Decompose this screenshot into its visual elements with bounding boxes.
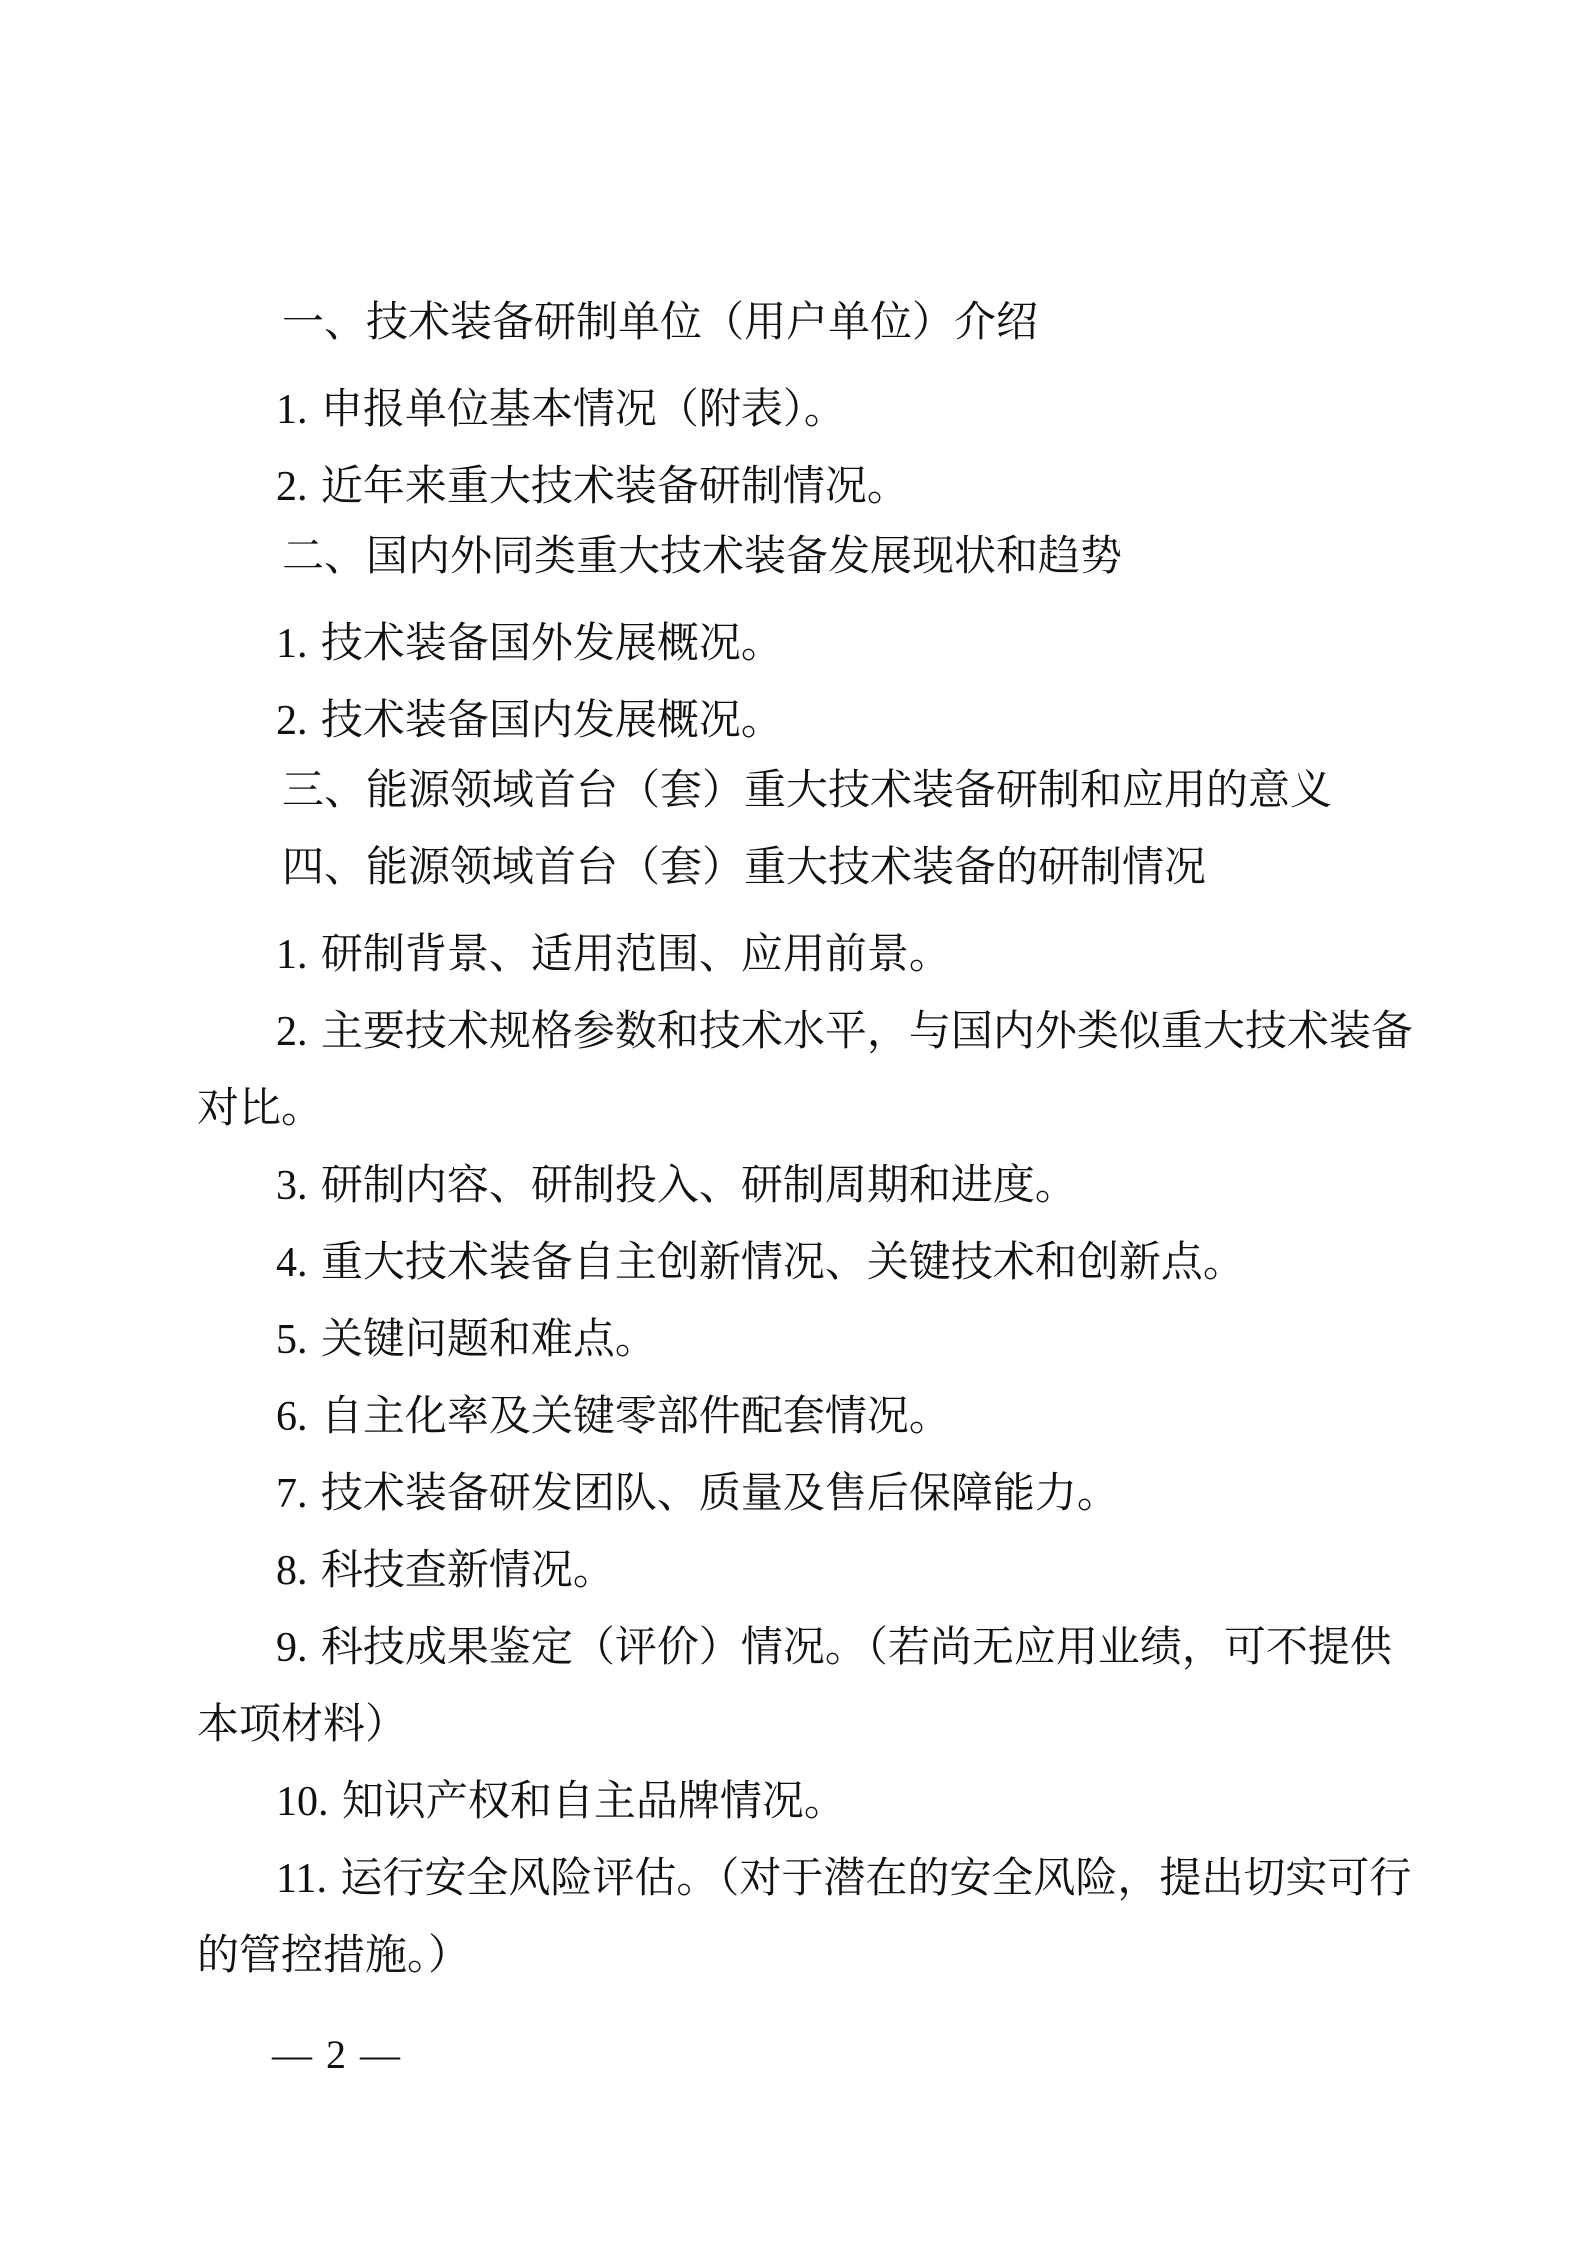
list-item: 9. 科技成果鉴定（评价）情况。（若尚无应用业绩，可不提供 [276, 1622, 1392, 1671]
list-item: 4. 重大技术装备自主创新情况、关键技术和创新点。 [276, 1237, 1245, 1286]
list-item-continuation: 的管控措施。） [197, 1930, 471, 1979]
list-item: 2. 主要技术规格参数和技术水平，与国内外类似重大技术装备 [276, 1006, 1413, 1055]
list-item-continuation: 对比。 [197, 1083, 324, 1132]
page-number: — 2 — [272, 2032, 402, 2077]
section-heading-3: 三、能源领域首台（套）重大技术装备研制和应用的意义 [282, 765, 1333, 814]
list-item-continuation: 本项材料） [197, 1699, 408, 1748]
list-item: 6. 自主化率及关键零部件配套情况。 [276, 1391, 951, 1440]
list-item: 5. 关键问题和难点。 [276, 1314, 657, 1363]
list-item: 2. 技术装备国内发展概况。 [276, 695, 783, 744]
list-item: 8. 科技查新情况。 [276, 1545, 615, 1594]
section-heading-4: 四、能源领域首台（套）重大技术装备的研制情况 [282, 842, 1207, 891]
list-item: 7. 技术装备研发团队、质量及售后保障能力。 [276, 1468, 1119, 1517]
section-heading-1: 一、技术装备研制单位（用户单位）介绍 [282, 297, 1039, 346]
list-item: 1. 申报单位基本情况（附表）。 [276, 384, 846, 433]
list-item: 1. 研制背景、适用范围、应用前景。 [276, 929, 951, 978]
list-item: 1. 技术装备国外发展概况。 [276, 618, 783, 667]
list-item: 3. 研制内容、研制投入、研制周期和进度。 [276, 1160, 1077, 1209]
list-item: 2. 近年来重大技术装备研制情况。 [276, 461, 909, 510]
list-item: 11. 运行安全风险评估。（对于潜在的安全风险，提出切实可行 [276, 1853, 1412, 1902]
section-heading-2: 二、国内外同类重大技术装备发展现状和趋势 [282, 531, 1123, 580]
list-item: 10. 知识产权和自主品牌情况。 [276, 1776, 846, 1825]
